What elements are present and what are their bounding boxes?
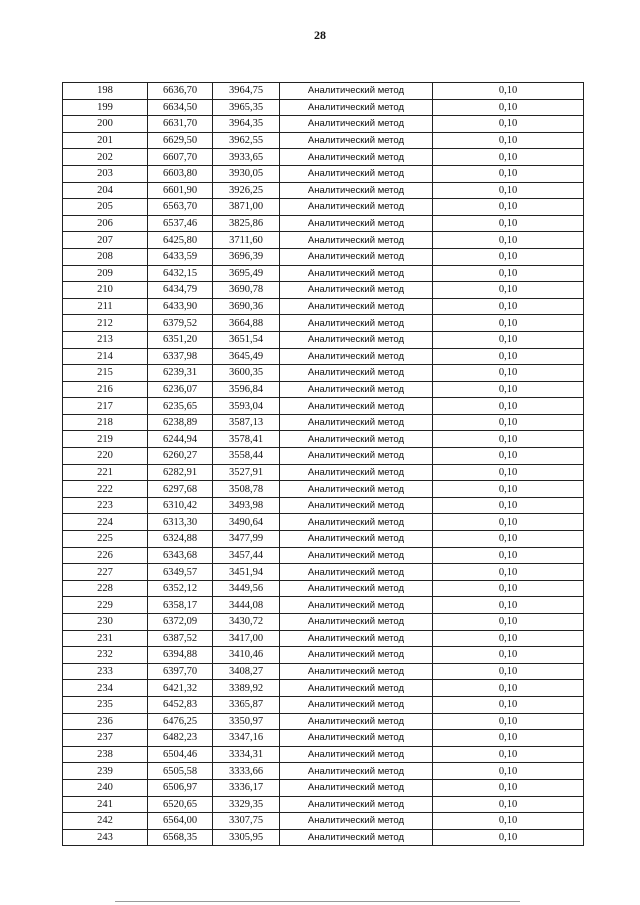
method-cell: Аналитический метод <box>280 531 433 548</box>
method-cell: Аналитический метод <box>280 481 433 498</box>
method-cell: Аналитический метод <box>280 647 433 664</box>
x-coordinate-cell: 6506,97 <box>148 779 213 796</box>
y-coordinate-cell: 3596,84 <box>213 381 280 398</box>
table-row <box>63 497 584 514</box>
point-number-cell: 223 <box>63 497 148 514</box>
point-number-cell: 216 <box>63 381 148 398</box>
error-cell: 0,10 <box>433 315 584 332</box>
method-cell: Аналитический метод <box>280 398 433 415</box>
method-cell: Аналитический метод <box>280 331 433 348</box>
point-number-cell: 228 <box>63 580 148 597</box>
method-cell: Аналитический метод <box>280 232 433 249</box>
y-coordinate-cell: 3444,08 <box>213 597 280 614</box>
x-coordinate-cell: 6634,50 <box>148 99 213 116</box>
table-row <box>63 232 584 249</box>
error-cell: 0,10 <box>433 730 584 747</box>
error-cell: 0,10 <box>433 165 584 182</box>
x-coordinate-cell: 6452,83 <box>148 696 213 713</box>
point-number-cell: 237 <box>63 730 148 747</box>
point-number-cell: 232 <box>63 647 148 664</box>
method-cell: Аналитический метод <box>280 630 433 647</box>
x-coordinate-cell: 6260,27 <box>148 448 213 465</box>
method-cell: Аналитический метод <box>280 813 433 830</box>
error-cell: 0,10 <box>433 680 584 697</box>
x-coordinate-cell: 6324,88 <box>148 531 213 548</box>
method-cell: Аналитический метод <box>280 763 433 780</box>
error-cell: 0,10 <box>433 531 584 548</box>
table-row <box>63 381 584 398</box>
point-number-cell: 224 <box>63 514 148 531</box>
method-cell: Аналитический метод <box>280 614 433 631</box>
point-number-cell: 238 <box>63 746 148 763</box>
error-cell: 0,10 <box>433 580 584 597</box>
error-cell: 0,10 <box>433 663 584 680</box>
method-cell: Аналитический метод <box>280 365 433 382</box>
method-cell: Аналитический метод <box>280 414 433 431</box>
table-row <box>63 663 584 680</box>
y-coordinate-cell: 3329,35 <box>213 796 280 813</box>
error-cell: 0,10 <box>433 813 584 830</box>
error-cell: 0,10 <box>433 182 584 199</box>
x-coordinate-cell: 6379,52 <box>148 315 213 332</box>
point-number-cell: 217 <box>63 398 148 415</box>
x-coordinate-cell: 6421,32 <box>148 680 213 697</box>
method-cell: Аналитический метод <box>280 497 433 514</box>
table-row <box>63 248 584 265</box>
x-coordinate-cell: 6387,52 <box>148 630 213 647</box>
y-coordinate-cell: 3336,17 <box>213 779 280 796</box>
y-coordinate-cell: 3410,46 <box>213 647 280 664</box>
table-row <box>63 282 584 299</box>
x-coordinate-cell: 6351,20 <box>148 331 213 348</box>
error-cell: 0,10 <box>433 431 584 448</box>
point-number-cell: 242 <box>63 813 148 830</box>
method-cell: Аналитический метод <box>280 282 433 299</box>
table-row <box>63 713 584 730</box>
x-coordinate-cell: 6629,50 <box>148 132 213 149</box>
point-number-cell: 225 <box>63 531 148 548</box>
x-coordinate-cell: 6563,70 <box>148 199 213 216</box>
x-coordinate-cell: 6352,12 <box>148 580 213 597</box>
y-coordinate-cell: 3490,64 <box>213 514 280 531</box>
y-coordinate-cell: 3417,00 <box>213 630 280 647</box>
table-row <box>63 199 584 216</box>
point-number-cell: 243 <box>63 829 148 846</box>
y-coordinate-cell: 3690,36 <box>213 298 280 315</box>
method-cell: Аналитический метод <box>280 215 433 232</box>
point-number-cell: 221 <box>63 464 148 481</box>
table-row <box>63 630 584 647</box>
y-coordinate-cell: 3305,95 <box>213 829 280 846</box>
table-body <box>63 83 584 846</box>
point-number-cell: 213 <box>63 331 148 348</box>
point-number-cell: 229 <box>63 597 148 614</box>
y-coordinate-cell: 3334,31 <box>213 746 280 763</box>
point-number-cell: 198 <box>63 83 148 100</box>
x-coordinate-cell: 6372,09 <box>148 614 213 631</box>
error-cell: 0,10 <box>433 99 584 116</box>
method-cell: Аналитический метод <box>280 199 433 216</box>
table-row <box>63 813 584 830</box>
point-number-cell: 222 <box>63 481 148 498</box>
method-cell: Аналитический метод <box>280 680 433 697</box>
y-coordinate-cell: 3508,78 <box>213 481 280 498</box>
point-number-cell: 218 <box>63 414 148 431</box>
error-cell: 0,10 <box>433 232 584 249</box>
table-row <box>63 132 584 149</box>
point-number-cell: 206 <box>63 215 148 232</box>
y-coordinate-cell: 3964,35 <box>213 116 280 133</box>
x-coordinate-cell: 6397,70 <box>148 663 213 680</box>
error-cell: 0,10 <box>433 746 584 763</box>
table-row <box>63 365 584 382</box>
y-coordinate-cell: 3365,87 <box>213 696 280 713</box>
table-row <box>63 829 584 846</box>
x-coordinate-cell: 6337,98 <box>148 348 213 365</box>
y-coordinate-cell: 3664,88 <box>213 315 280 332</box>
method-cell: Аналитический метод <box>280 116 433 133</box>
point-number-cell: 234 <box>63 680 148 697</box>
point-number-cell: 212 <box>63 315 148 332</box>
error-cell: 0,10 <box>433 199 584 216</box>
y-coordinate-cell: 3587,13 <box>213 414 280 431</box>
point-number-cell: 202 <box>63 149 148 166</box>
x-coordinate-cell: 6433,90 <box>148 298 213 315</box>
x-coordinate-cell: 6238,89 <box>148 414 213 431</box>
y-coordinate-cell: 3651,54 <box>213 331 280 348</box>
x-coordinate-cell: 6568,35 <box>148 829 213 846</box>
point-number-cell: 220 <box>63 448 148 465</box>
point-number-cell: 235 <box>63 696 148 713</box>
error-cell: 0,10 <box>433 265 584 282</box>
table-row <box>63 265 584 282</box>
table-row <box>63 182 584 199</box>
y-coordinate-cell: 3965,35 <box>213 99 280 116</box>
error-cell: 0,10 <box>433 282 584 299</box>
method-cell: Аналитический метод <box>280 448 433 465</box>
y-coordinate-cell: 3477,99 <box>213 531 280 548</box>
point-number-cell: 241 <box>63 796 148 813</box>
method-cell: Аналитический метод <box>280 182 433 199</box>
method-cell: Аналитический метод <box>280 547 433 564</box>
method-cell: Аналитический метод <box>280 746 433 763</box>
table-row <box>63 746 584 763</box>
method-cell: Аналитический метод <box>280 149 433 166</box>
x-coordinate-cell: 6297,68 <box>148 481 213 498</box>
error-cell: 0,10 <box>433 829 584 846</box>
error-cell: 0,10 <box>433 116 584 133</box>
y-coordinate-cell: 3493,98 <box>213 497 280 514</box>
x-coordinate-cell: 6432,15 <box>148 265 213 282</box>
point-number-cell: 208 <box>63 248 148 265</box>
table-row <box>63 680 584 697</box>
point-number-cell: 219 <box>63 431 148 448</box>
x-coordinate-cell: 6601,90 <box>148 182 213 199</box>
y-coordinate-cell: 3696,39 <box>213 248 280 265</box>
y-coordinate-cell: 3964,75 <box>213 83 280 100</box>
method-cell: Аналитический метод <box>280 796 433 813</box>
method-cell: Аналитический метод <box>280 248 433 265</box>
method-cell: Аналитический метод <box>280 514 433 531</box>
point-number-cell: 227 <box>63 564 148 581</box>
table-row <box>63 531 584 548</box>
y-coordinate-cell: 3333,66 <box>213 763 280 780</box>
point-number-cell: 226 <box>63 547 148 564</box>
error-cell: 0,10 <box>433 696 584 713</box>
method-cell: Аналитический метод <box>280 779 433 796</box>
error-cell: 0,10 <box>433 614 584 631</box>
x-coordinate-cell: 6607,70 <box>148 149 213 166</box>
table-row <box>63 431 584 448</box>
point-number-cell: 239 <box>63 763 148 780</box>
method-cell: Аналитический метод <box>280 696 433 713</box>
point-number-cell: 231 <box>63 630 148 647</box>
y-coordinate-cell: 3558,44 <box>213 448 280 465</box>
table-row <box>63 298 584 315</box>
error-cell: 0,10 <box>433 83 584 100</box>
method-cell: Аналитический метод <box>280 132 433 149</box>
table-row <box>63 481 584 498</box>
table-row <box>63 83 584 100</box>
error-cell: 0,10 <box>433 497 584 514</box>
error-cell: 0,10 <box>433 248 584 265</box>
method-cell: Аналитический метод <box>280 165 433 182</box>
x-coordinate-cell: 6244,94 <box>148 431 213 448</box>
table-row <box>63 215 584 232</box>
point-number-cell: 233 <box>63 663 148 680</box>
error-cell: 0,10 <box>433 630 584 647</box>
y-coordinate-cell: 3930,05 <box>213 165 280 182</box>
x-coordinate-cell: 6313,30 <box>148 514 213 531</box>
x-coordinate-cell: 6564,00 <box>148 813 213 830</box>
point-number-cell: 199 <box>63 99 148 116</box>
x-coordinate-cell: 6394,88 <box>148 647 213 664</box>
method-cell: Аналитический метод <box>280 730 433 747</box>
x-coordinate-cell: 6343,68 <box>148 547 213 564</box>
table-row <box>63 165 584 182</box>
point-number-cell: 210 <box>63 282 148 299</box>
error-cell: 0,10 <box>433 713 584 730</box>
x-coordinate-cell: 6434,79 <box>148 282 213 299</box>
method-cell: Аналитический метод <box>280 265 433 282</box>
table-row <box>63 99 584 116</box>
page-number: 28 <box>314 28 326 42</box>
y-coordinate-cell: 3871,00 <box>213 199 280 216</box>
point-number-cell: 201 <box>63 132 148 149</box>
point-number-cell: 211 <box>63 298 148 315</box>
y-coordinate-cell: 3350,97 <box>213 713 280 730</box>
x-coordinate-cell: 6537,46 <box>148 215 213 232</box>
x-coordinate-cell: 6235,65 <box>148 398 213 415</box>
error-cell: 0,10 <box>433 647 584 664</box>
table-row <box>63 331 584 348</box>
error-cell: 0,10 <box>433 398 584 415</box>
error-cell: 0,10 <box>433 331 584 348</box>
point-number-cell: 215 <box>63 365 148 382</box>
error-cell: 0,10 <box>433 763 584 780</box>
point-number-cell: 209 <box>63 265 148 282</box>
y-coordinate-cell: 3451,94 <box>213 564 280 581</box>
error-cell: 0,10 <box>433 414 584 431</box>
error-cell: 0,10 <box>433 298 584 315</box>
y-coordinate-cell: 3457,44 <box>213 547 280 564</box>
point-number-cell: 240 <box>63 779 148 796</box>
method-cell: Аналитический метод <box>280 348 433 365</box>
method-cell: Аналитический метод <box>280 564 433 581</box>
error-cell: 0,10 <box>433 149 584 166</box>
x-coordinate-cell: 6282,91 <box>148 464 213 481</box>
error-cell: 0,10 <box>433 215 584 232</box>
y-coordinate-cell: 3690,78 <box>213 282 280 299</box>
error-cell: 0,10 <box>433 132 584 149</box>
y-coordinate-cell: 3695,49 <box>213 265 280 282</box>
table-row <box>63 149 584 166</box>
x-coordinate-cell: 6520,65 <box>148 796 213 813</box>
point-number-cell: 204 <box>63 182 148 199</box>
x-coordinate-cell: 6505,58 <box>148 763 213 780</box>
point-number-cell: 207 <box>63 232 148 249</box>
method-cell: Аналитический метод <box>280 298 433 315</box>
x-coordinate-cell: 6636,70 <box>148 83 213 100</box>
x-coordinate-cell: 6425,80 <box>148 232 213 249</box>
method-cell: Аналитический метод <box>280 99 433 116</box>
x-coordinate-cell: 6433,59 <box>148 248 213 265</box>
method-cell: Аналитический метод <box>280 431 433 448</box>
point-number-cell: 205 <box>63 199 148 216</box>
point-number-cell: 236 <box>63 713 148 730</box>
error-cell: 0,10 <box>433 365 584 382</box>
table-row <box>63 796 584 813</box>
x-coordinate-cell: 6476,25 <box>148 713 213 730</box>
error-cell: 0,10 <box>433 597 584 614</box>
table-row <box>63 464 584 481</box>
table-row <box>63 414 584 431</box>
error-cell: 0,10 <box>433 481 584 498</box>
table-row <box>63 580 584 597</box>
y-coordinate-cell: 3389,92 <box>213 680 280 697</box>
y-coordinate-cell: 3578,41 <box>213 431 280 448</box>
error-cell: 0,10 <box>433 464 584 481</box>
y-coordinate-cell: 3962,55 <box>213 132 280 149</box>
table-row <box>63 647 584 664</box>
x-coordinate-cell: 6482,23 <box>148 730 213 747</box>
x-coordinate-cell: 6310,42 <box>148 497 213 514</box>
error-cell: 0,10 <box>433 564 584 581</box>
error-cell: 0,10 <box>433 348 584 365</box>
x-coordinate-cell: 6239,31 <box>148 365 213 382</box>
method-cell: Аналитический метод <box>280 315 433 332</box>
error-cell: 0,10 <box>433 796 584 813</box>
table-row <box>63 315 584 332</box>
y-coordinate-cell: 3408,27 <box>213 663 280 680</box>
error-cell: 0,10 <box>433 547 584 564</box>
y-coordinate-cell: 3926,25 <box>213 182 280 199</box>
y-coordinate-cell: 3449,56 <box>213 580 280 597</box>
bottom-rule <box>115 901 520 902</box>
table-row <box>63 564 584 581</box>
y-coordinate-cell: 3711,60 <box>213 232 280 249</box>
x-coordinate-cell: 6631,70 <box>148 116 213 133</box>
y-coordinate-cell: 3933,65 <box>213 149 280 166</box>
error-cell: 0,10 <box>433 381 584 398</box>
y-coordinate-cell: 3600,35 <box>213 365 280 382</box>
x-coordinate-cell: 6603,80 <box>148 165 213 182</box>
y-coordinate-cell: 3347,16 <box>213 730 280 747</box>
point-number-cell: 214 <box>63 348 148 365</box>
y-coordinate-cell: 3825,86 <box>213 215 280 232</box>
method-cell: Аналитический метод <box>280 829 433 846</box>
method-cell: Аналитический метод <box>280 663 433 680</box>
y-coordinate-cell: 3527,91 <box>213 464 280 481</box>
error-cell: 0,10 <box>433 779 584 796</box>
table-row <box>63 614 584 631</box>
table-row <box>63 779 584 796</box>
error-cell: 0,10 <box>433 514 584 531</box>
method-cell: Аналитический метод <box>280 381 433 398</box>
table-row <box>63 448 584 465</box>
y-coordinate-cell: 3430,72 <box>213 614 280 631</box>
method-cell: Аналитический метод <box>280 580 433 597</box>
point-number-cell: 200 <box>63 116 148 133</box>
point-number-cell: 203 <box>63 165 148 182</box>
method-cell: Аналитический метод <box>280 713 433 730</box>
table-row <box>63 763 584 780</box>
x-coordinate-cell: 6358,17 <box>148 597 213 614</box>
x-coordinate-cell: 6349,57 <box>148 564 213 581</box>
point-number-cell: 230 <box>63 614 148 631</box>
y-coordinate-cell: 3645,49 <box>213 348 280 365</box>
y-coordinate-cell: 3307,75 <box>213 813 280 830</box>
method-cell: Аналитический метод <box>280 83 433 100</box>
y-coordinate-cell: 3593,04 <box>213 398 280 415</box>
table-row <box>63 398 584 415</box>
table-row <box>63 696 584 713</box>
table-row <box>63 116 584 133</box>
x-coordinate-cell: 6236,07 <box>148 381 213 398</box>
table-row <box>63 348 584 365</box>
method-cell: Аналитический метод <box>280 464 433 481</box>
table-row <box>63 547 584 564</box>
coordinates-table <box>62 82 584 846</box>
method-cell: Аналитический метод <box>280 597 433 614</box>
table-row <box>63 730 584 747</box>
table-row <box>63 514 584 531</box>
table-row <box>63 597 584 614</box>
x-coordinate-cell: 6504,46 <box>148 746 213 763</box>
error-cell: 0,10 <box>433 448 584 465</box>
